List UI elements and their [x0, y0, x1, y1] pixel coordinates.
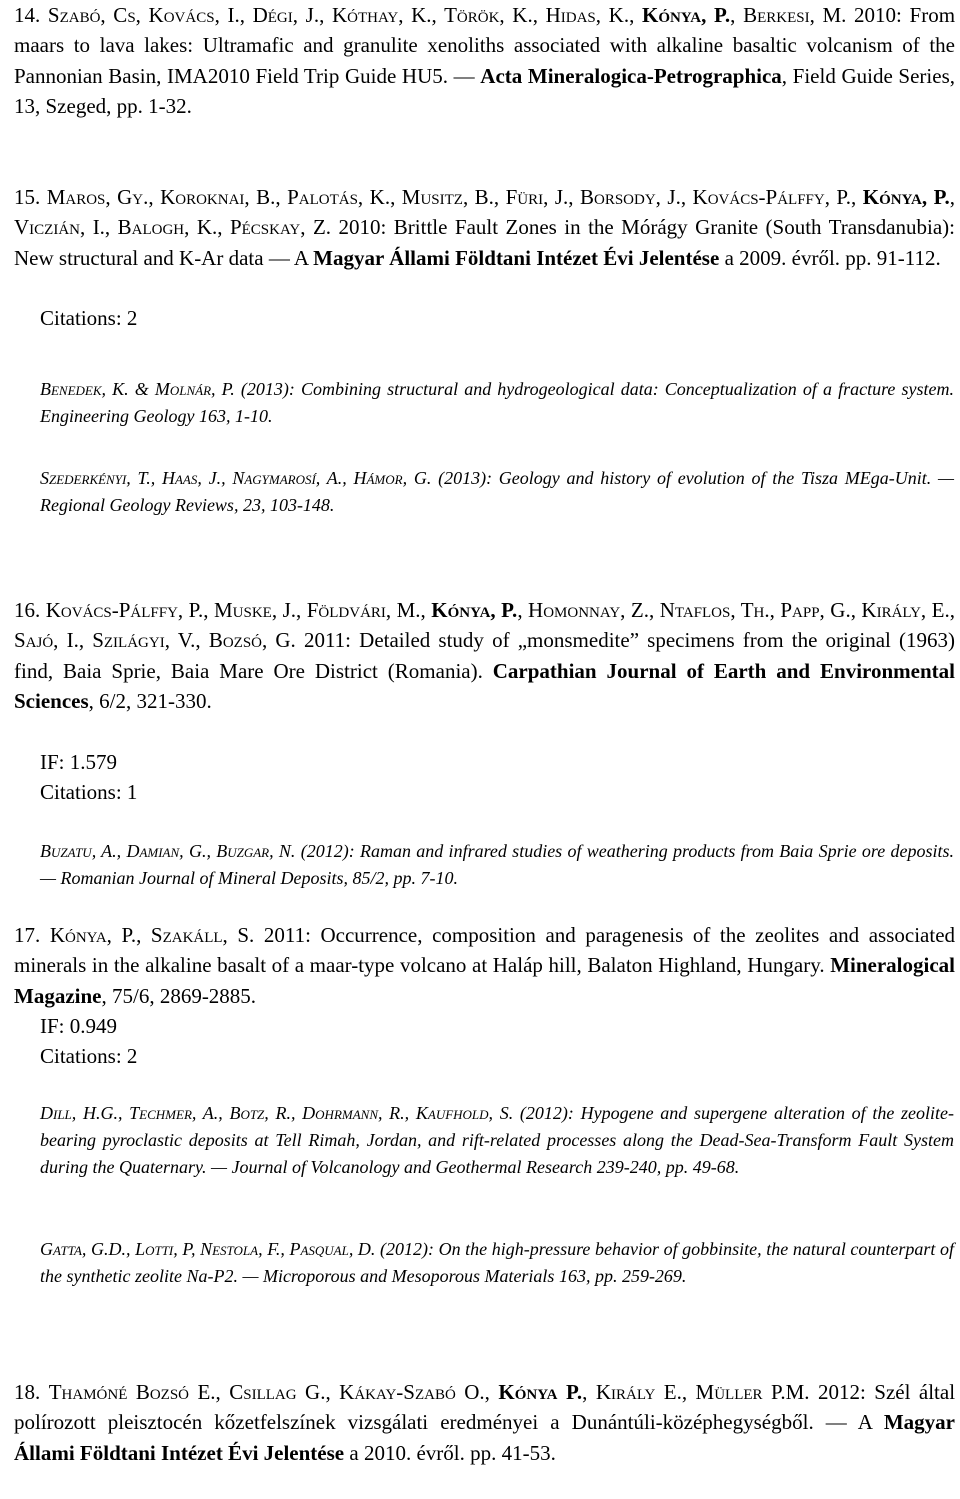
entry-number: 14. [14, 3, 41, 27]
entry-citation-text: P.M. 2012: Szél által polírozott pleisztocén kőzetfelszínek vizsgálati eredményei a Dunántúli-középhegységből. — A Magyar Állami Földtani Intézet Évi Jelentése a 2010. évről. pp. 41-53. [14, 1380, 956, 1465]
entry-number: 18. [14, 1380, 41, 1404]
citing-reference: Szederkényi, T., Haas, J., Nagymarosí, A., Hámor, G. (2013): Geology and history of evolution of the Tisza MEga-Unit. — Regional Geology Reviews, 23, 103-148. [40, 468, 955, 515]
entry-citation-text: 2011: Occurrence, composition and paragenesis of the zeolites and associated minerals in the alkaline basalt of a maar-type volcano at Haláp hill, Balaton Highland, Hungary. Mineralogical Magazine, 75/6, 2869-2885. [14, 923, 956, 1008]
publication-entry-16 [14, 595, 955, 717]
citing-reference: Benedek, K. & Molnár, P. (2013): Combining structural and hydrogeological data: Conceptualization of a fracture system. Engineering Geology 163, 1-10. [40, 379, 954, 426]
impact-factor: IF: 1.579 [40, 750, 118, 774]
entry-authors: Kónya, P., Szakáll, S. [49, 923, 255, 947]
citations-count: Citations: 2 [40, 306, 138, 330]
citing-reference: Dill, H.G., Techmer, A., Botz, R., Dohrmann, R., Kaufhold, S. (2012): Hypogene and supergene alteration of the zeolite-bearing pyroclastic deposits at Tell Rimah, Jordan, and rift-related processes along the Dead-Sea-Transform Fault System during the Quaternary. — Journal of Volcanology and Geothermal Research 239-240, pp. 49-68. [40, 1103, 954, 1177]
entry-number: 15. [14, 185, 41, 209]
citing-reference: Gatta, G.D., Lotti, P, Nestola, F., Pasqual, D. (2012): On the high-pressure behavior of gobbinsite, the natural counterpart of the synthetic zeolite Na-P2. — Microporous and Mesoporous Materials 163, pp. 259-269. [40, 1239, 955, 1286]
publication-entry-15 [14, 182, 955, 273]
entry-citation-text: 2011: Detailed study of „monsmedite” specimens from the original (1963) find, Baia Sprie, Baia Mare Ore District (Romania). Carpathian Journal of Earth and Environmental Sciences, 6/2, 321-330. [14, 628, 955, 714]
publication-entry-18 [14, 1377, 955, 1468]
entry-authors: Thamóné Bozsó E., Csillag G., Kákay-Szabó O., Kónya P., Király E., Müller [48, 1380, 763, 1404]
impact-factor: IF: 0.949 [40, 1014, 118, 1038]
entry-authors: Szabó, Cs, Kovács, I., Dégi, J., Kóthay, K., Török, K., Hidas, K., Kónya, P., Berkesi, M. [47, 3, 847, 27]
entry-number: 17. [14, 923, 41, 947]
entry-citation-text: 2010: From maars to lava lakes: Ultramafic and granulite xenoliths associated with alkaline basaltic volcanism of the Pannonian Basin, IMA2010 Field Trip Guide HU5. — Acta Mineralogica-Petrographica, Field Guide Series, 13, Szeged, pp. 1-32. [14, 3, 956, 119]
publication-entry-14 [14, 0, 955, 122]
entry-number: 16. [14, 598, 41, 622]
entry-citation-text: 2010: Brittle Fault Zones in the Mórágy Granite (South Transdanubia): New structural and K-Ar data — A Magyar Állami Földtani Intézet Évi Jelentése a 2009. évről. pp. 91-112. [14, 215, 955, 270]
citations-count: Citations: 2 [40, 1044, 138, 1068]
entry-authors: Maros, Gy., Koroknai, B., Palotás, K., Musitz, B., Füri, J., Borsody, J., Kovács-Pálffy, P., Kónya, P., Viczián, I., Balogh, K., Pécskay, Z. [14, 185, 956, 240]
citations-count: Citations: 1 [40, 780, 138, 804]
entry-authors: Kovács-Pálffy, P., Muske, J., Földvári, M., Kónya, P., Homonnay, Z., Ntaflos, Th., Papp, G., Király, E., Sajó, I., Szilágyi, V., Bozsó, G. [14, 598, 955, 653]
citing-reference: Buzatu, A., Damian, G., Buzgar, N. (2012): Raman and infrared studies of weathering products from Baia Sprie ore deposits. — Romanian Journal of Mineral Deposits, 85/2, pp. 7-10. [40, 841, 954, 888]
publication-entry-17 [14, 920, 955, 1011]
